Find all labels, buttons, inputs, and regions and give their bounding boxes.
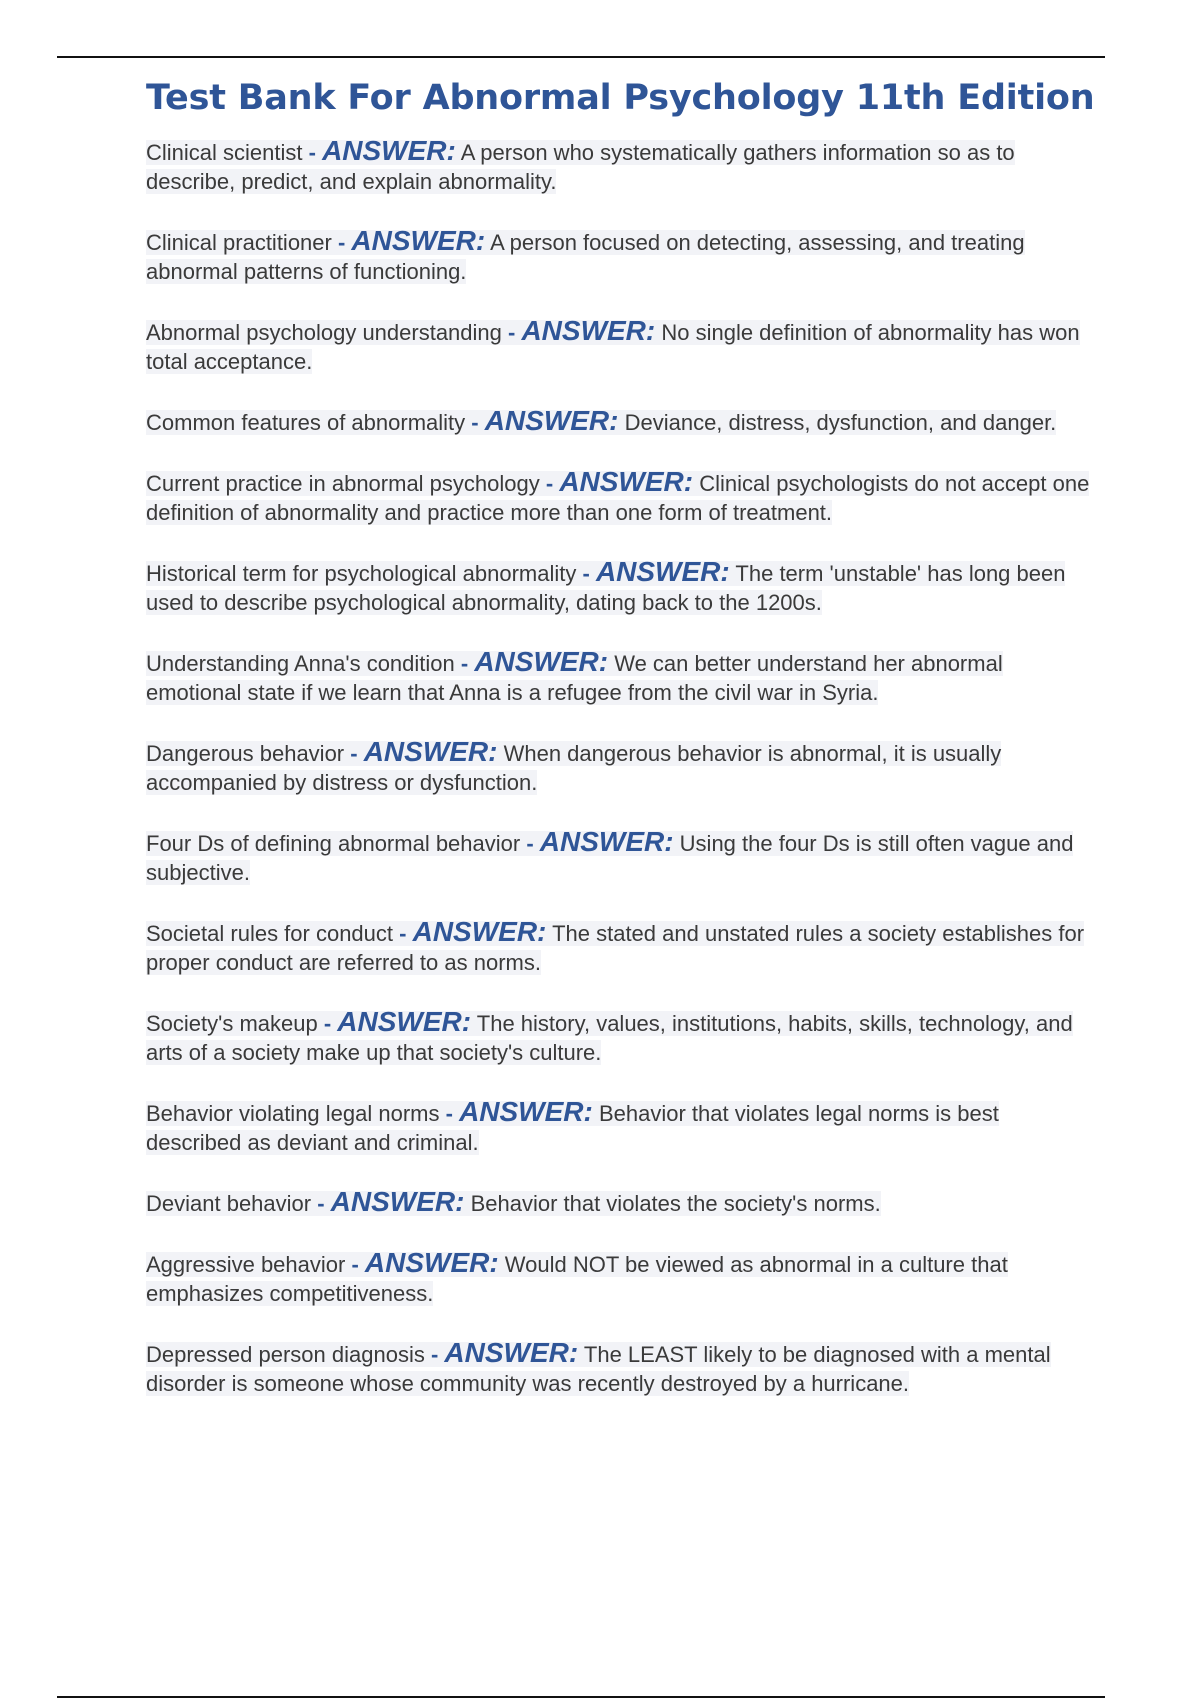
qa-item [146,647,1096,707]
qa-item [146,1097,1096,1157]
answer-separator: - [331,230,352,255]
qa-term: Understanding Anna's condition [146,651,455,676]
qa-term: Historical term for psychological abnormality [146,561,577,586]
qa-term: Depressed person diagnosis [146,1342,425,1367]
qa-answer: The LEAST likely to be diagnosed with a mental disorder is someone whose community was recently destroyed by a hurricane. [146,1342,1051,1396]
qa-item [146,136,1096,196]
qa-highlight [146,135,1015,194]
qa-item [146,557,1096,617]
answer-separator: - [311,1191,331,1216]
answer-separator: - [465,410,485,435]
qa-answer: No single definition of abnormality has won total acceptance. [146,320,1080,374]
answer-separator: - [520,831,540,856]
qa-highlight [146,1186,881,1217]
answer-label: ANSWER: [351,225,486,256]
top-divider [57,56,1105,58]
qa-highlight [146,736,1002,795]
qa-answer: Would NOT be viewed as abnormal in a culture that emphasizes competitiveness. [146,1252,1008,1306]
answer-separator: - [454,651,475,676]
answer-separator: - [424,1342,445,1367]
qa-item [146,226,1096,286]
qa-highlight [146,315,1080,374]
answer-label: ANSWER: [559,466,694,497]
qa-highlight [146,225,1025,284]
qa-list [146,136,1096,1398]
qa-item [146,1187,1096,1218]
qa-item [146,406,1096,437]
qa-item [146,467,1096,527]
qa-answer: Using the four Ds is still often vague and subjective. [146,831,1074,885]
qa-item [146,917,1096,977]
qa-item [146,737,1096,797]
answer-label: ANSWER: [539,826,674,857]
qa-answer: Behavior that violates legal norms is best described as deviant and criminal. [146,1101,999,1155]
answer-label: ANSWER: [364,1247,499,1278]
qa-term: Deviant behavior [146,1191,312,1216]
answer-separator: - [439,1101,460,1126]
qa-answer: The term 'unstable' has long been used to describe psychological abnormality, dating back to the 1200s. [146,561,1066,615]
answer-label: ANSWER: [412,916,547,947]
answer-label: ANSWER: [444,1337,579,1368]
qa-answer: When dangerous behavior is abnormal, it is usually accompanied by distress or dysfunction. [146,741,1002,795]
answer-separator: - [345,1252,365,1277]
answer-label: ANSWER: [363,736,498,767]
document-title: Test Bank For Abnormal Psychology 11th Edition [146,78,1095,118]
answer-label: ANSWER: [521,315,656,346]
qa-answer: The history, values, institutions, habits, skills, technology, and arts of a society make up that society's culture. [146,1011,1073,1065]
answer-label: ANSWER: [484,405,619,436]
answer-label: ANSWER: [322,135,456,166]
qa-highlight [146,1337,1051,1396]
qa-term: Clinical practitioner [146,230,332,255]
qa-answer: The stated and unstated rules a society establishes for proper conduct are referred to as norms. [146,921,1085,975]
qa-highlight [146,466,1090,525]
qa-term: Aggressive behavior [146,1252,346,1277]
answer-separator: - [317,1011,338,1036]
qa-highlight [146,1096,999,1155]
answer-separator: - [501,320,522,345]
qa-term: Societal rules for conduct [146,921,394,946]
qa-term: Current practice in abnormal psychology [146,471,540,496]
answer-separator: - [576,561,596,586]
answer-label: ANSWER: [330,1186,465,1217]
qa-term: Dangerous behavior [146,741,345,766]
qa-highlight [146,405,1057,436]
document-body [146,78,1096,1428]
qa-answer: Deviance, distress, dysfunction, and danger. [624,410,1057,435]
answer-separator: - [344,741,364,766]
qa-term: Clinical scientist [146,140,303,165]
answer-label: ANSWER: [459,1096,593,1127]
answer-separator: - [393,921,413,946]
answer-label: ANSWER: [474,646,609,677]
answer-label: ANSWER: [337,1006,472,1037]
qa-term: Common features of abnormality [146,410,466,435]
qa-item [146,1248,1096,1308]
qa-answer: A person focused on detecting, assessing, and treating abnormal patterns of functioning. [146,230,1025,284]
qa-term: Society's makeup [146,1011,318,1036]
qa-highlight [146,916,1085,975]
answer-label: ANSWER: [595,556,730,587]
qa-item [146,316,1096,376]
qa-term: Four Ds of defining abnormal behavior [146,831,521,856]
qa-highlight [146,556,1066,615]
qa-highlight [146,1247,1008,1306]
qa-item [146,1338,1096,1398]
qa-answer: We can better understand her abnormal emotional state if we learn that Anna is a refugee from the civil war in Syria. [146,651,1003,705]
qa-highlight [146,1006,1073,1065]
qa-term: Abnormal psychology understanding [146,320,502,345]
qa-term: Behavior violating legal norms [146,1101,440,1126]
bottom-divider [57,1696,1105,1698]
qa-answer: Behavior that violates the society's norms. [470,1191,881,1216]
qa-item [146,827,1096,887]
qa-highlight [146,646,1003,705]
answer-separator: - [302,140,323,165]
qa-item [146,1007,1096,1067]
answer-separator: - [539,471,560,496]
qa-answer: Clinical psychologists do not accept one definition of abnormality and practice more than one form of treatment. [146,471,1090,525]
qa-highlight [146,826,1074,885]
qa-answer: A person who systematically gathers information so as to describe, predict, and explain abnormality. [146,140,1015,194]
